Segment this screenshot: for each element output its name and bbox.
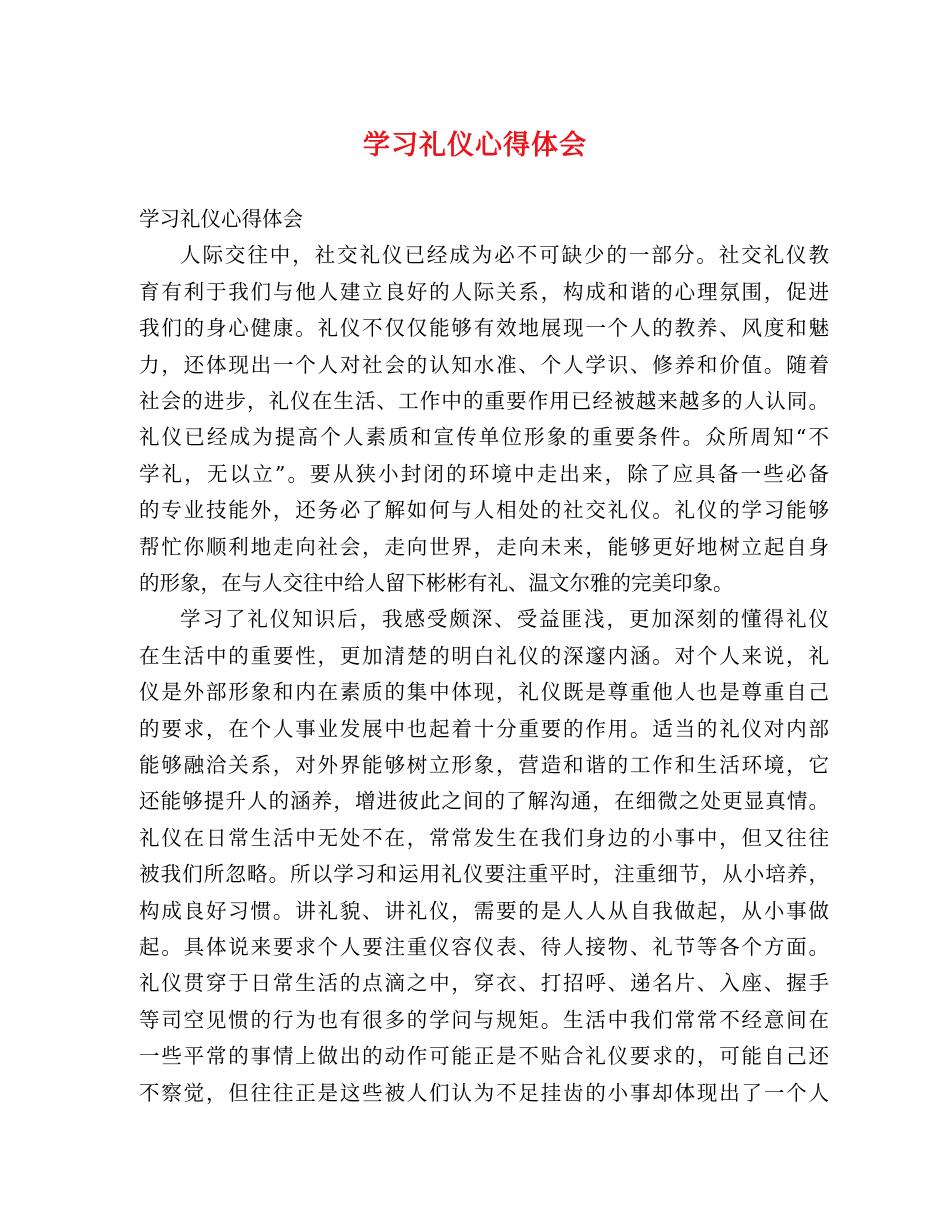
paragraph-line: 被我们所忽略。所以学习和运用礼仪要注重平时，注重细节，从小培养， (139, 862, 829, 886)
paragraph-line: 育有利于我们与他人建立良好的人际关系，构成和谐的心理氛围，促进 (139, 280, 829, 304)
document-title: 学习礼仪心得体会 (363, 130, 587, 161)
paragraph-line: 的形象，在与人交往中给人留下彬彬有礼、温文尔雅的完美印象。 (139, 571, 734, 595)
paragraph-line: 我们的身心健康。礼仪不仅仅能够有效地展现一个人的教养、风度和魅 (139, 316, 829, 340)
paragraph-line: 帮忙你顺利地走向社会，走向世界，走向未来，能够更好地树立起自身 (139, 535, 829, 559)
paragraph-line: 等司空见惯的行为也有很多的学问与规矩。生活中我们常常不经意间在 (139, 1008, 829, 1032)
paragraph-line: 还能够提升人的涵养，增进彼此之间的了解沟通，在细微之处更显真情。 (139, 789, 829, 813)
paragraph-line: 在生活中的重要性，更加清楚的明白礼仪的深邃内涵。对个人来说，礼 (139, 644, 829, 668)
paragraph-line: 能够融洽关系，对外界能够树立形象，营造和谐的工作和生活环境，它 (139, 753, 829, 777)
paragraph-line: 不察觉，但往往正是这些被人们认为不足挂齿的小事却体现出了一个人 (139, 1081, 829, 1105)
paragraph-line: 力，还体现出一个人对社会的认知水准、个人学识、修养和价值。随着 (139, 353, 829, 377)
paragraph-line: 构成良好习惯。讲礼貌、讲礼仪，需要的是人人从自我做起，从小事做 (139, 899, 829, 923)
paragraph-line: 社会的进步，礼仪在生活、工作中的重要作用已经被越来越多的人认同。 (139, 389, 829, 413)
paragraph-line: 人际交往中，社交礼仪已经成为必不可缺少的一部分。社交礼仪教 (180, 243, 829, 267)
paragraph-line: 学习了礼仪知识后，我感受颇深、受益匪浅，更加深刻的懂得礼仪 (180, 607, 829, 631)
paragraph-line: 学礼，无以立”。要从狭小封闭的环境中走出来，除了应具备一些必备 (139, 462, 829, 486)
paragraph-line: 的专业技能外，还务必了解如何与人相处的社交礼仪。礼仪的学习能够 (139, 498, 829, 522)
paragraph-line: 的要求，在个人事业发展中也起着十分重要的作用。适当的礼仪对内部 (139, 717, 829, 741)
paragraph-line: 起。具体说来要求个人要注重仪容仪表、待人接物、礼节等各个方面。 (139, 935, 829, 959)
paragraph-line: 一些平常的事情上做出的动作可能正是不贴合礼仪要求的，可能自己还 (139, 1044, 829, 1068)
paragraph-line: 礼仪在日常生活中无处不在，常常发生在我们身边的小事中，但又往往 (139, 826, 829, 850)
document-subtitle: 学习礼仪心得体会 (139, 207, 303, 231)
paragraph-line: 礼仪贯穿于日常生活的点滴之中，穿衣、打招呼、递名片、入座、握手 (139, 971, 829, 995)
paragraph-line: 仪是外部形象和内在素质的集中体现，礼仪既是尊重他人也是尊重自己 (139, 680, 829, 704)
paragraph-line: 礼仪已经成为提高个人素质和宣传单位形象的重要条件。众所周知“不 (139, 425, 829, 449)
